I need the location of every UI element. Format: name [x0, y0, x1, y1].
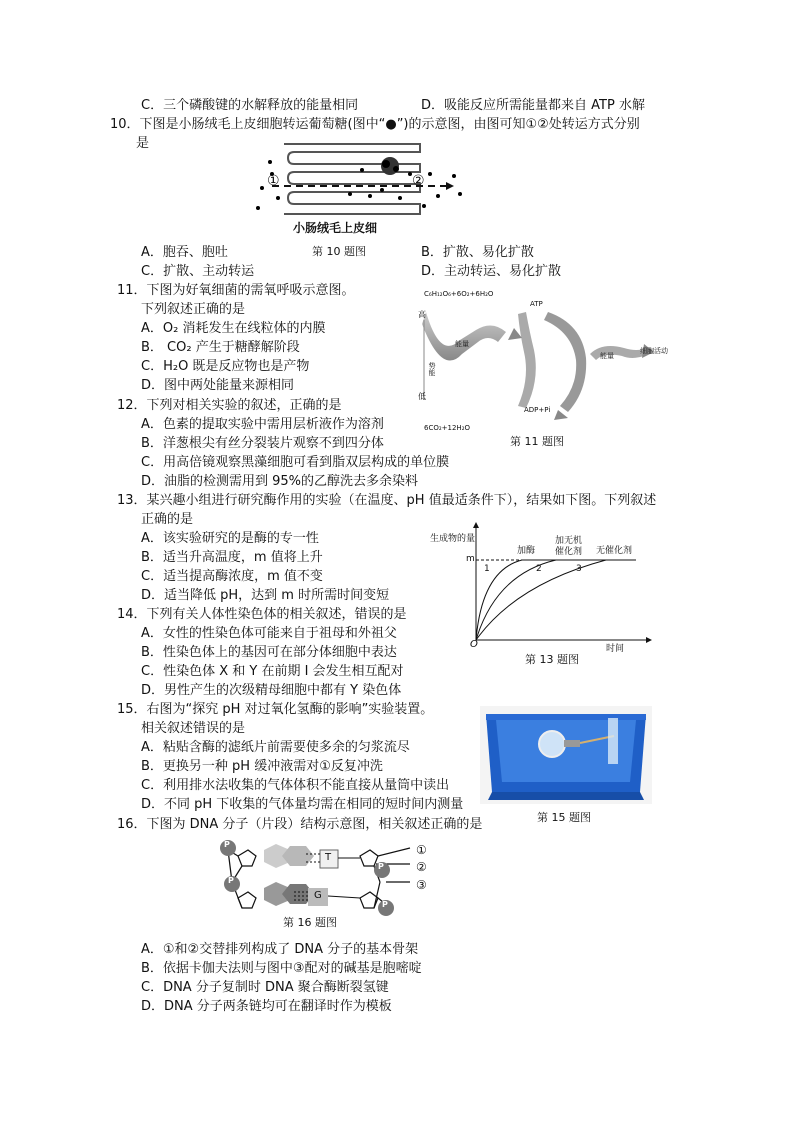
q10-figure-caption: 第 10 题图: [312, 245, 366, 258]
q11-fig-adp: ADP+Pi: [524, 406, 551, 414]
q15-figure-caption: 第 15 题图: [537, 811, 591, 824]
q10-option-b: B．扩散、易化扩散: [421, 245, 534, 260]
q13-chart-annotation-1: 加酶: [517, 546, 536, 556]
q11-fig-energy-right: 能量: [600, 352, 614, 360]
q14-option-c: C．性染色体 X 和 Y 在前期 I 会发生相互配对: [141, 664, 404, 679]
q13-chart-series-1: [476, 560, 636, 640]
q13-stem: 13．某兴趣小组进行研究酶作用的实验（在温度、pH 值最适条件下），结果如下图。下列叙述: [117, 493, 657, 508]
q11-fig-low: 低: [418, 392, 426, 401]
q16-option-b: B．依据卡伽夫法则与图中③配对的碱基是胞嘧啶: [141, 961, 422, 976]
q16-figure-caption: 第 16 题图: [283, 916, 337, 929]
q9-option-c: C．三个磷酸键的水解释放的能量相同: [141, 98, 359, 113]
q16-option-a: A．①和②交替排列构成了 DNA 分子的基本骨架: [141, 942, 419, 957]
q16-fig-p-1: P: [224, 840, 230, 849]
q10-mark-2: ②: [412, 173, 425, 189]
q11-figure: [418, 290, 688, 435]
q15-option-c: C．利用排水法收集的气体体积不能直接从量筒中读出: [141, 778, 450, 793]
q12-option-c: C．用高倍镜观察黑藻细胞可看到脂双层构成的单位膜: [141, 455, 450, 470]
q11-figure-caption: 第 11 题图: [510, 435, 564, 448]
q14-stem: 14．下列有关人体性染色体的相关叙述，错误的是: [117, 607, 407, 622]
q15-option-a: A．粘贴含酶的滤纸片前需要使多余的匀浆流尽: [141, 740, 410, 755]
q13-chart-origin: O: [470, 639, 478, 650]
q11-option-b: B． CO₂ 产生于糖酵解阶段: [141, 340, 300, 355]
q15-option-d: D．不同 pH 下收集的气体量均需在相同的短时间内测量: [141, 797, 464, 812]
q16-option-d: D．DNA 分子两条链均可在翻译时作为模板: [141, 999, 392, 1014]
q13-chart-series-label-1: 1: [484, 564, 490, 574]
q10-stem-2: 是: [136, 136, 150, 151]
q12-option-b: B．洋葱根尖有丝分裂装片观察不到四分体: [141, 436, 384, 451]
q12-option-a: A．色素的提取实验中需用层析液作为溶剂: [141, 417, 384, 432]
q13-option-a: A．该实验研究的是酶的专一性: [141, 531, 319, 546]
q13-chart-annotation-4: 无催化剂: [596, 546, 633, 556]
q10-option-c: C．扩散、主动转运: [141, 264, 255, 279]
q13-option-d: D．适当降低 pH，达到 m 时所需时间变短: [141, 588, 390, 603]
q10-option-a: A．胞吞、胞吐: [141, 245, 228, 260]
q13-option-b: B．适当升高温度，m 值将上升: [141, 550, 323, 565]
q11-fig-energy-left: 能量: [455, 340, 469, 348]
q13-chart-series-label-3: 3: [576, 564, 582, 574]
q12-stem: 12．下列对相关实验的叙述，正确的是: [117, 398, 342, 413]
q13-option-c: C．适当提高酶浓度，m 值不变: [141, 569, 323, 584]
q11-option-c: C．H₂O 既是反应物也是产物: [141, 359, 310, 374]
q13-chart-ylabel: 生成物的量: [430, 534, 476, 544]
q16-fig-p-2: P: [228, 876, 234, 885]
q10-figure-label: 小肠绒毛上皮细: [293, 221, 378, 235]
q16-fig-label-3: ③: [416, 878, 427, 892]
q16-stem: 16．下图为 DNA 分子（片段）结构示意图，相关叙述正确的是: [117, 817, 483, 832]
q11-stem-2: 下列叙述正确的是: [141, 302, 246, 317]
q12-option-d: D．油脂的检测需用到 95%的乙醇洗去多余染料: [141, 474, 419, 489]
q16-figure: [210, 836, 440, 918]
q10-mark-1: ①: [267, 173, 280, 189]
q13-chart-annotation-2: 加无机: [555, 536, 583, 546]
q11-fig-axis-label: 势能: [428, 362, 436, 376]
q10-stem: 10．下图是小肠绒毛上皮细胞转运葡萄糖(图中“●”)的示意图，由图可知①②处转运方式分别: [110, 117, 640, 132]
q13-chart-m-label: m: [466, 554, 475, 564]
q15-option-b: B．更换另一种 pH 缓冲液需对①反复冲洗: [141, 759, 383, 774]
q11-fig-atp: ATP: [530, 300, 543, 308]
q11-fig-high: 高: [418, 310, 426, 319]
q13-chart-xlabel: 时间: [606, 644, 625, 654]
q10-option-d: D．主动转运、易化扩散: [421, 264, 562, 279]
q11-option-a: A．O₂ 消耗发生在线粒体的内膜: [141, 321, 326, 336]
q16-fig-p-4: P: [382, 900, 388, 909]
q14-option-a: A．女性的性染色体可能来自于祖母和外祖父: [141, 626, 397, 641]
q16-fig-base-t: T: [325, 852, 332, 863]
q14-option-b: B．性染色体上的基因可在部分体细胞中表达: [141, 645, 397, 660]
q11-stem: 11．下图为好氧细菌的需氧呼吸示意图。: [117, 283, 355, 298]
q16-option-c: C．DNA 分子复制时 DNA 聚合酶断裂氢键: [141, 980, 389, 995]
q16-fig-base-g: G: [314, 890, 322, 901]
q16-fig-label-2: ②: [416, 860, 427, 874]
q13-chart-annotation-3: 催化剂: [555, 547, 583, 557]
q13-chart-series-label-2: 2: [536, 564, 542, 574]
q13-chart-x-arrow: [646, 637, 652, 643]
q16-fig-p-3: P: [378, 862, 384, 871]
q11-fig-cell-activity: 细胞活动: [640, 347, 668, 355]
q16-fig-label-1: ①: [416, 843, 427, 857]
q13-stem-2: 正确的是: [141, 512, 194, 527]
q14-option-d: D．男性产生的次级精母细胞中都有 Y 染色体: [141, 683, 402, 698]
q9-option-d: D．吸能反应所需能量都来自 ATP 水解: [421, 98, 645, 113]
q13-figure-caption: 第 13 题图: [525, 653, 579, 666]
q11-fig-bottom-formula: 6CO₂+12H₂O: [424, 424, 471, 432]
q15-stem: 15．右图为“探究 pH 对过氧化氢酶的影响”实验装置。: [117, 702, 434, 717]
q11-fig-top-formula: C₆H₁₂O₆+6O₂+6H₂O: [424, 290, 494, 298]
q13-chart-y-arrow: [473, 522, 479, 528]
q15-stem-2: 相关叙述错误的是: [141, 721, 246, 736]
q15-photo: [480, 706, 652, 804]
q11-option-d: D．图中两处能量来源相同: [141, 378, 295, 393]
